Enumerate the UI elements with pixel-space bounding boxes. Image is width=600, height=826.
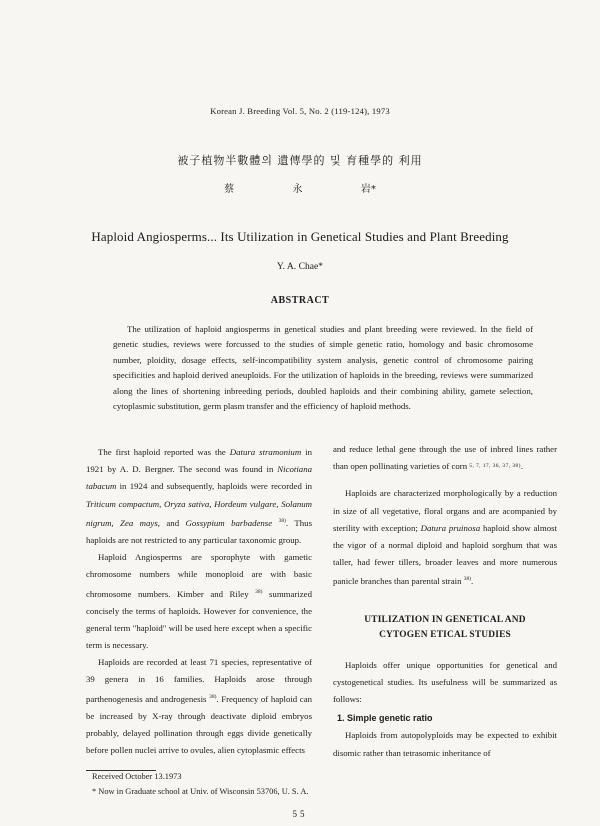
english-author: Y. A. Chae*: [276, 261, 324, 272]
citation: 38): [463, 576, 472, 583]
citation: 38): [209, 693, 217, 700]
right-column: [333, 441, 557, 762]
paragraph: and reduce lethal gene through the use of inbred lines rather than open pollinating varieties of corn $^{5, 7, 17, 36, 37, 38)}$.: [333, 444, 557, 472]
journal-citation: Korean J. Breeding Vol. 5, No. 2 (119-124), 1973: [210, 106, 390, 116]
paragraph: The first haploid reported was the Datura stramonium in 1921 by A. D. Bergner. The second was found in Nicotiana tabacum in 1924 and subsequently, haploids were recorded in Triticum compactum, Oryza sativa, Hordeum vulgare, Solanum nigrum, Zea mays, and Gossypium barbadense $^{38)}$. Thus haploids are not restricted to any particular taxonomic group.: [86, 447, 312, 545]
abstract-body: [113, 322, 533, 414]
abstract-heading: ABSTRACT: [270, 295, 330, 306]
paragraph: Haploid Angiosperms are sporophyte with gametic chromosome numbers while monoploid are with basic chromosome numbers. Kimber and Riley $^{38)}$ summarized concisely the terms of haploids. However for convenience, the general term "haploid" will be used here except when a specific term is necessary.: [86, 552, 312, 651]
citation: 38): [255, 588, 263, 595]
paragraph: Haploids are recorded at least 71 species, representative of 39 genera in 16 families. Haploids arose through parthenogenesis and androgenesis $^{38)}$. Frequency of haploid can be increased by X-ray through deactivate diploid embryos probably, delayed pollination through eggs divide genetically before pollen nuclei arrive to ovules, alien cytoplasmic effects: [86, 657, 312, 756]
left-column: [86, 444, 312, 759]
subsection-heading: 1. Simple genetic ratio: [337, 713, 433, 724]
citation: 5, 7, 17, 36, 37, 38): [469, 463, 521, 470]
english-title: Haploid Angiosperms... Its Utilization in Genetical Studies and Plant Breeding: [91, 229, 509, 244]
abstract-text: The utilization of haploid angiosperms in genetical studies and plant breeding were reviewed. In the field of genetic studies, reviews were forcussed to the studies of simple genetic ratio, homology and basic chromosome number, ploidity, dosage effects, self-incompatibility system analysis, genetic control of chromosome pairing specificities and haploid derived aneuploids. For the utilization of haploids in the breeding, reviews were summarized along the lines of shortening inbreeding periods, doubled haploids and their combining ability, gamete selection, cytoplasmic substitution, germ plasm transfer and the efficiency of haploid methods.: [113, 324, 533, 412]
footnote-received: Received October 13.1973: [92, 772, 182, 781]
citation: 38): [278, 517, 286, 524]
paragraph: Haploids offer unique opportunities for genetical and cystogenetical studies. Its usefulness will be summarized as follows:: [333, 659, 557, 704]
footnote-affiliation: * Now in Graduate school at Univ. of Wisconsin 53706, U. S. A.: [92, 787, 309, 796]
korean-title: 被子植物半數體의 遺傳學的 및 育種學的 利用: [177, 154, 423, 167]
korean-author-char-2: 永: [292, 184, 303, 195]
section-heading: UTILIZATION IN GENETICAL AND CYTOGEN ETICAL STUDIES: [364, 614, 526, 640]
korean-author-char-3: 岩*: [360, 184, 376, 195]
korean-author-char-1: 蔡: [224, 184, 235, 195]
paragraph: Haploids from autopolyploids may be expected to exhibit disomic rather than tetrasomic inheritance of: [333, 730, 557, 758]
korean-author: [0, 180, 600, 195]
footnote-divider: [86, 770, 156, 771]
page-number: 55: [292, 809, 308, 819]
paragraph: Haploids are characterized morphologically by a reduction in size of all vegetative, floral organs and are acompanied by sterility with exception; Datura pruinosa haploid show almost the vigor of a normal diploid and haploid sorghum that was taller, had fewer tillers, broader leaves and more numerous panicle branches than parental strain $^{38)}$.: [333, 488, 557, 587]
